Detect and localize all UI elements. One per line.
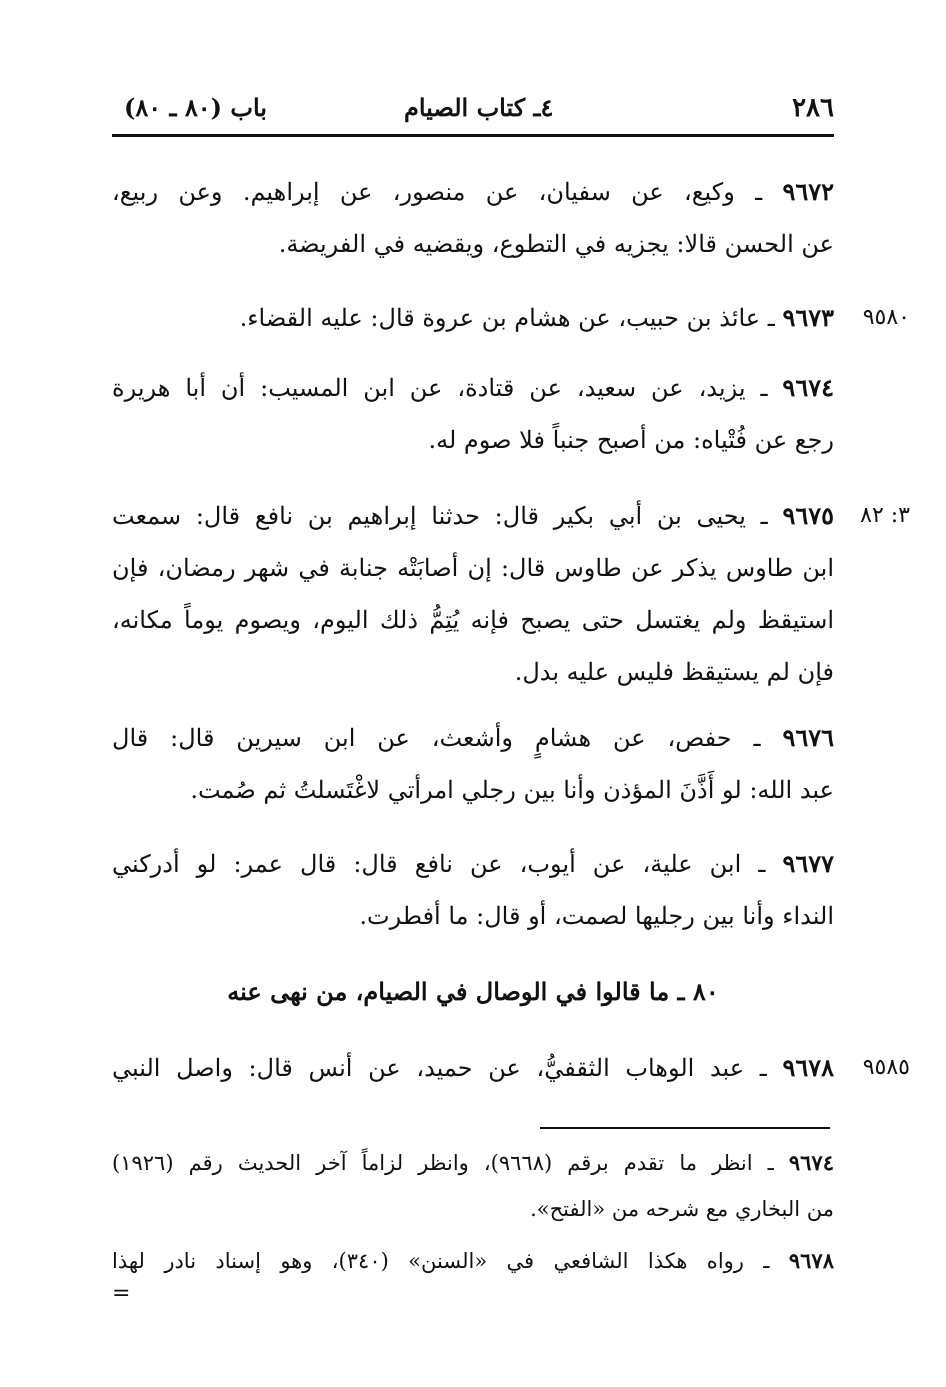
hadith-entry-9677 xyxy=(112,838,834,942)
footnote-line: من البخاري مع شرحه من «الفتح». xyxy=(530,1197,834,1221)
entry-text: ـ يحيى بن أبي بكير قال: حدثنا إبراهيم بن نافع قال: سمعت xyxy=(112,502,768,530)
margin-reference: ٩٥٨٥ xyxy=(862,1055,910,1080)
entry-text: ـ عائذ بن حبيب، عن هشام بن عروة قال: عليه القضاء. xyxy=(239,304,775,332)
margin-reference: ٣: ٨٢ xyxy=(860,503,910,528)
entry-line xyxy=(112,838,834,890)
hadith-entry-9673 xyxy=(112,292,834,344)
entry-text: ـ حفص، عن هشامٍ وأشعث، عن ابن سيرين قال: قال xyxy=(112,724,761,752)
footnote-9678 xyxy=(112,1238,834,1284)
hadith-entry-9675 xyxy=(112,490,834,698)
hadith-number: ٩٦٧٣ xyxy=(782,303,834,332)
entry-line: عبد الله: لو أَذَّنَ المؤذن وأنا بين رجلي امرأتي لاغْتَسلتُ ثم صُمت. xyxy=(190,776,834,804)
entry-line xyxy=(112,166,834,218)
section-heading: ٨٠ ـ ما قالوا في الوصال في الصيام، من نهى عنه xyxy=(227,977,719,1006)
hadith-number: ٩٦٧٤ xyxy=(782,373,834,402)
entry-line: فإن لم يستيقظ فليس عليه بدل. xyxy=(514,658,834,686)
hadith-entry-9674 xyxy=(112,362,834,466)
entry-text: ـ وكيع، عن سفيان، عن منصور، عن إبراهيم. وعن ربيع، xyxy=(112,178,763,206)
margin-reference: ٩٥٨٠ xyxy=(862,305,910,330)
entry-text: ـ يزيد، عن سعيد، عن قتادة، عن ابن المسيب: أن أبا هريرة xyxy=(112,374,768,402)
footnote-rule xyxy=(540,1127,830,1129)
entry-line xyxy=(112,1042,834,1094)
hadith-entry-9676 xyxy=(112,712,834,816)
entry-line xyxy=(112,490,834,542)
hadith-number: ٩٦٧٥ xyxy=(782,501,834,530)
hadith-number: ٩٦٧٦ xyxy=(782,723,834,752)
footnote-text: ـ رواه هكذا الشافعي في «السنن» (٣٤٠)، وهو إسناد نادر لهذا xyxy=(112,1249,770,1273)
header-rule xyxy=(112,134,834,137)
entry-line: النداء وأنا بين رجليها لصمت، أو قال: ما أفطرت. xyxy=(359,902,834,930)
footnote-number: ٩٦٧٨ xyxy=(788,1248,834,1273)
page-number: ٢٨٦ xyxy=(792,93,834,123)
entry-text: ـ ابن علية، عن أيوب، عن نافع قال: قال عمر: لو أدركني xyxy=(112,850,766,878)
entry-line xyxy=(112,712,834,764)
entry-line: رجع عن فُتْياه: من أصبح جنباً فلا صوم له. xyxy=(428,426,834,454)
hadith-number: ٩٦٧٧ xyxy=(782,849,834,878)
hadith-entry-9672 xyxy=(112,166,834,270)
book-title: ٤ـ كتاب الصيام xyxy=(404,93,554,122)
entry-line: ابن طاوس يذكر عن طاوس قال: إن أصابَتْه جنابة في شهر رمضان، فإن xyxy=(112,554,834,582)
hadith-entry-9678 xyxy=(112,1042,834,1094)
chapter-range: باب (٨٠ ـ ٨٠) xyxy=(124,93,267,122)
footnote-continuation-mark: = xyxy=(112,1281,131,1306)
footnote-9674 xyxy=(112,1140,834,1232)
entry-text: ـ عبد الوهاب الثقفيُّ، عن حميد، عن أنس قال: واصل النبي xyxy=(112,1054,767,1082)
hadith-number: ٩٦٧٨ xyxy=(782,1053,834,1082)
entry-line xyxy=(112,362,834,414)
entry-line: عن الحسن قالا: يجزيه في التطوع، ويقضيه في الفريضة. xyxy=(278,230,834,258)
footnote-line xyxy=(112,1238,834,1284)
footnote-number: ٩٦٧٤ xyxy=(788,1150,834,1175)
entry-line xyxy=(112,292,834,344)
entry-line: استيقظ ولم يغتسل حتى يصبح فإنه يُتِمُّ ذلك اليوم، ويصوم يوماً مكانه، xyxy=(112,606,834,634)
footnote-line xyxy=(112,1140,834,1186)
hadith-number: ٩٦٧٢ xyxy=(782,177,834,206)
footnote-text: ـ انظر ما تقدم برقم (٩٦٦٨)، وانظر لزاماً آخر الحديث رقم (١٩٢٦) xyxy=(112,1151,774,1175)
